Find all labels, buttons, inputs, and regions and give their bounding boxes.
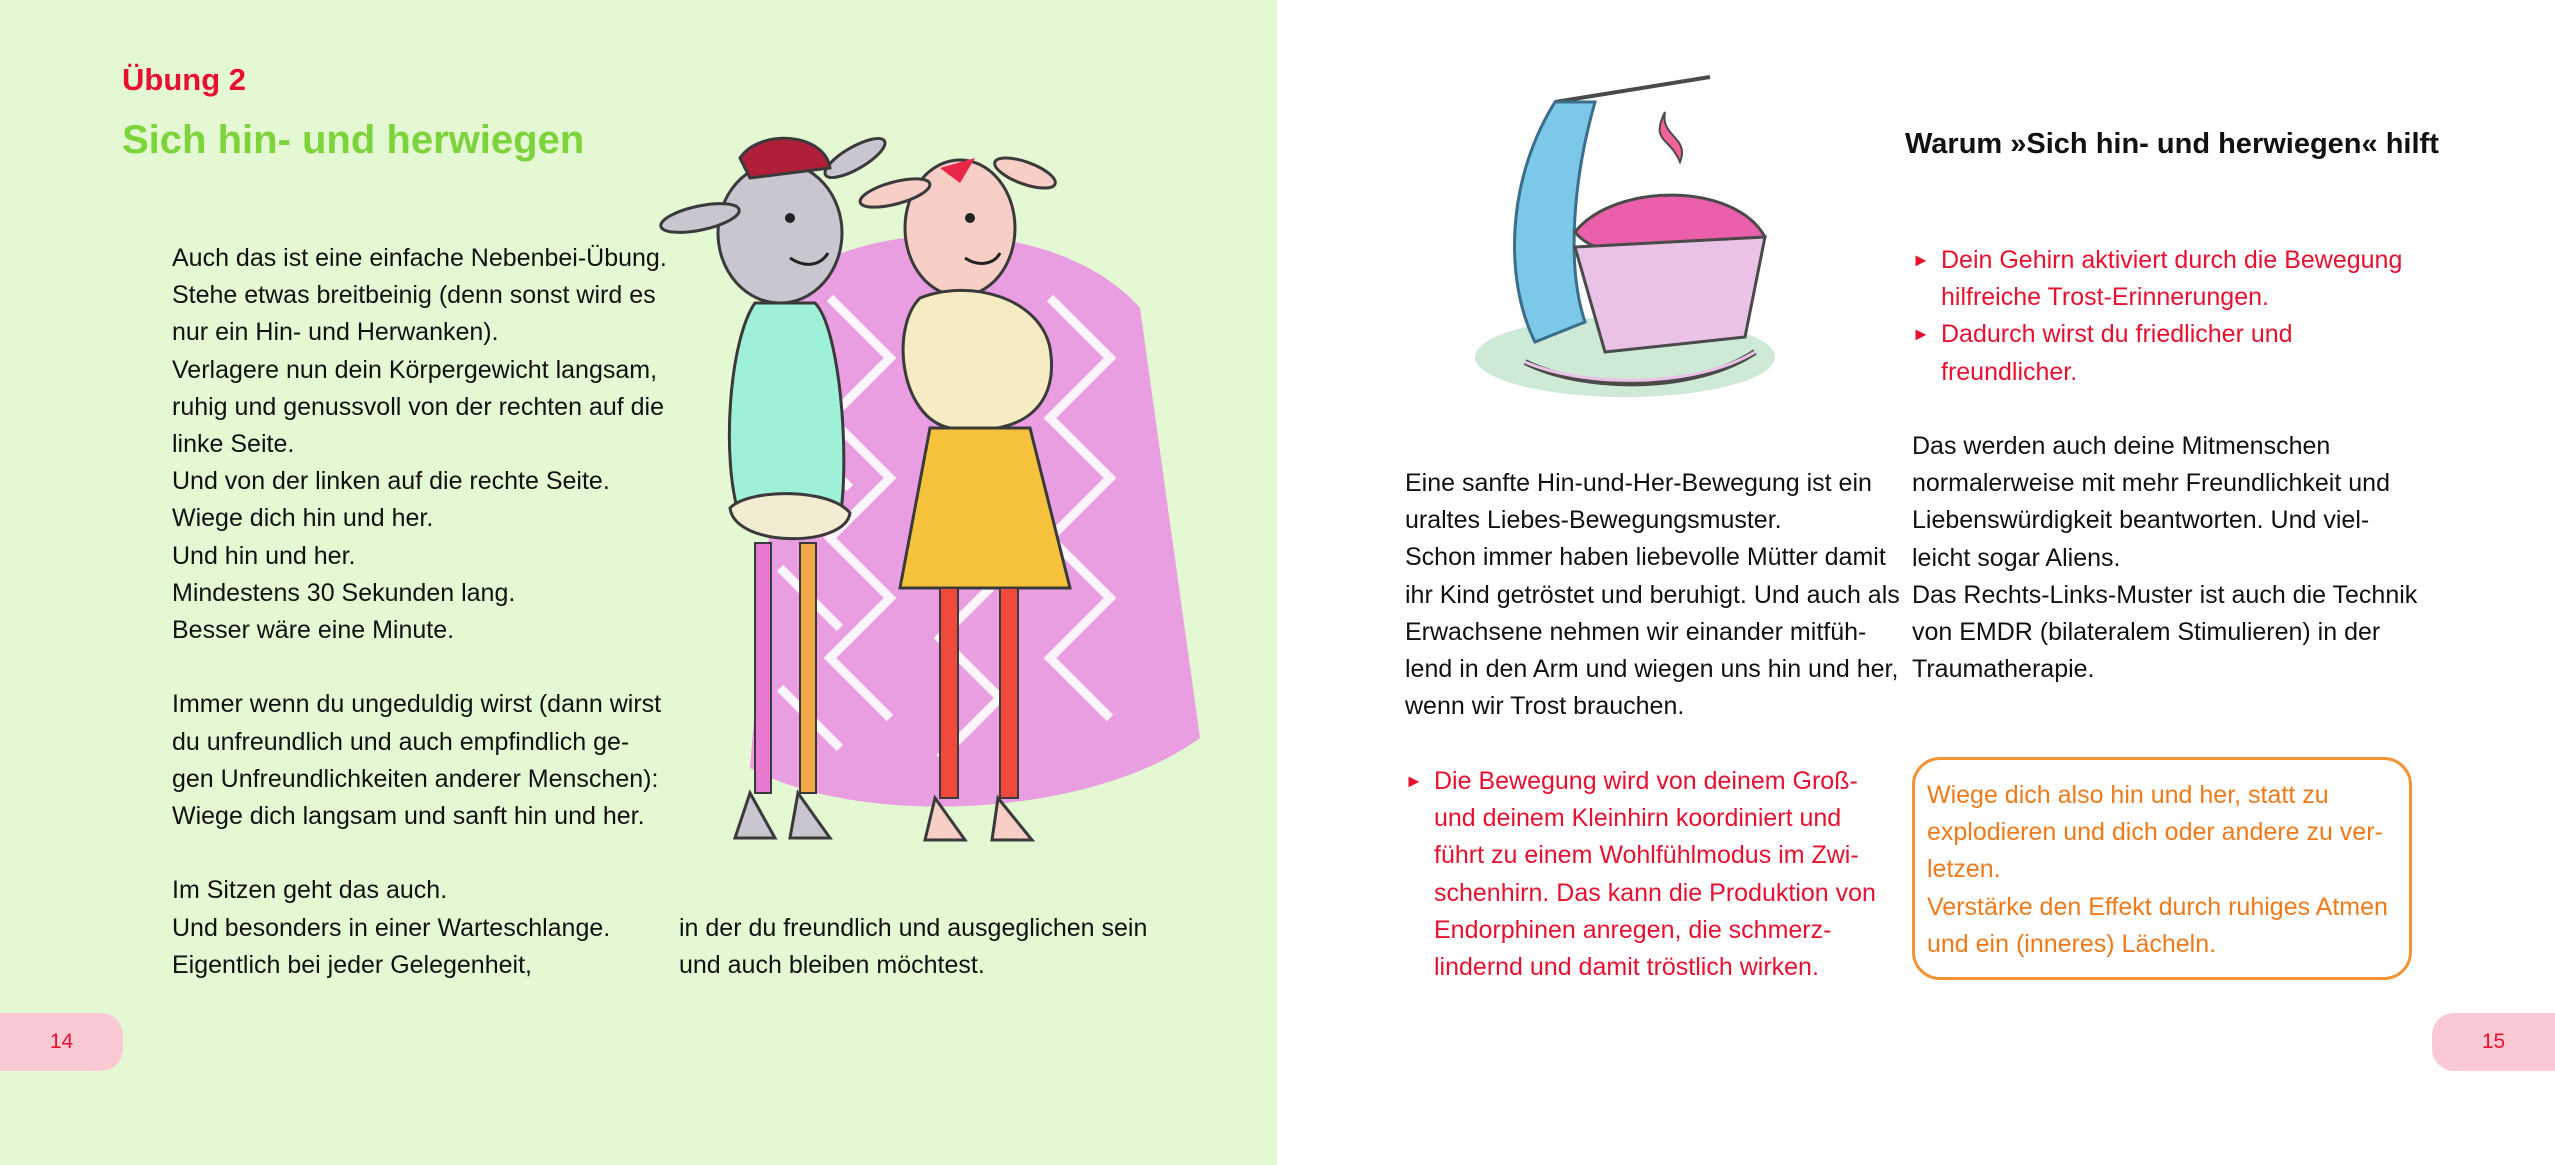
- text-line: ruhig und genussvoll von der rechten auf die: [172, 392, 664, 421]
- text-line: [172, 649, 667, 686]
- text-line: ihr Kind getröstet und beruhigt. Und auch als: [1405, 580, 1900, 609]
- right-heading: Warum »Sich hin- und herwiegen« hilft: [1905, 128, 2439, 160]
- bullet-line: Endorphinen anregen, die schmerz-: [1434, 915, 1832, 944]
- bullet-line: führt zu einem Wohlfühlmodus im Zwi-: [1434, 841, 1859, 870]
- bullet-item: [1405, 763, 1876, 986]
- text-line: von EMDR (bilateralem Stimulieren) in der: [1912, 618, 2381, 647]
- text-line: Im Sitzen geht das auch.: [172, 876, 448, 905]
- exercise-label: Übung 2: [122, 62, 246, 97]
- callout-line: und ein (inneres) Lächeln.: [1927, 929, 2217, 958]
- bullet-bottom: [1405, 763, 1876, 986]
- callout-line: Verstärke den Effekt durch ruhiges Atmen: [1927, 892, 2388, 921]
- left-text-column-continued: [679, 910, 1147, 984]
- sheep-couple-illustration: [640, 128, 1200, 868]
- text-line: Stehe etwas breitbeinig (denn sonst wird es: [172, 281, 656, 310]
- bullet-line: Dein Gehirn aktiviert durch die Bewegung: [1941, 246, 2403, 274]
- text-line: Liebenswürdigkeit beantworten. Und viel-: [1912, 506, 2370, 535]
- text-line: Auch das ist eine einfache Nebenbei-Übung.: [172, 244, 667, 272]
- page-title: Sich hin- und herwiegen: [122, 118, 585, 162]
- bullet-arrow-icon: ►: [1405, 771, 1423, 791]
- text-line: du unfreundlich und auch empfindlich ge-: [172, 727, 630, 756]
- bullets-top: [1912, 242, 2402, 391]
- text-line: lend in den Arm und wiegen uns hin und her,: [1405, 655, 1899, 684]
- bullet-line: Die Bewegung wird von deinem Groß-: [1434, 767, 1858, 795]
- text-line: Immer wenn du ungeduldig wirst (dann wirst: [172, 690, 662, 719]
- text-line: Wiege dich langsam und sanft hin und her.: [172, 802, 645, 831]
- callout-line: letzen.: [1927, 855, 2001, 884]
- bullet-line: lindernd und damit tröstlich wirken.: [1434, 953, 1819, 982]
- bullet-line: Dadurch wirst du friedlicher und: [1941, 320, 2293, 349]
- callout-line: explodieren und dich oder andere zu ver-: [1927, 818, 2383, 847]
- left-page: [0, 0, 1277, 1165]
- text-line: nur ein Hin- und Herwanken).: [172, 318, 499, 347]
- rocking-cradle-illustration: [1465, 62, 1785, 442]
- callout-line: Wiege dich also hin und her, statt zu: [1927, 781, 2329, 809]
- right-page: [1277, 0, 2555, 1165]
- text-line: leicht sogar Aliens.: [1912, 543, 2121, 572]
- text-line: Eine sanfte Hin-und-Her-Bewegung ist ein: [1405, 469, 1872, 497]
- bullet-arrow-icon: ►: [1912, 250, 1930, 270]
- bullet-line: und deinem Kleinhirn koordiniert und: [1434, 804, 1842, 833]
- text-line: Und besonders in einer Warteschlange.: [172, 913, 611, 942]
- text-line: Mindestens 30 Sekunden lang.: [172, 578, 516, 607]
- bullet-line: hilfreiche Trost-Erinnerungen.: [1941, 283, 2269, 312]
- text-line: und auch bleiben möchtest.: [679, 951, 985, 980]
- right-text-column-b: [1912, 428, 2417, 688]
- text-line: Schon immer haben liebevolle Mütter damit: [1405, 543, 1886, 572]
- bullet-item: [1912, 242, 2402, 316]
- text-line: Das Rechts-Links-Muster ist auch die Technik: [1912, 580, 2418, 609]
- text-line: Und hin und her.: [172, 541, 356, 570]
- text-line: gen Unfreundlichkeiten anderer Menschen):: [172, 764, 659, 793]
- text-line: normalerweise mit mehr Freundlichkeit und: [1912, 469, 2390, 498]
- text-line: [172, 835, 667, 872]
- text-line: linke Seite.: [172, 430, 295, 459]
- text-line: Verlagere nun dein Körpergewicht langsam,: [172, 355, 658, 384]
- text-line: in der du freundlich und ausgeglichen sein: [679, 914, 1148, 942]
- callout-box: [1912, 757, 2412, 980]
- text-line: Und von der linken auf die rechte Seite.: [172, 467, 610, 496]
- text-line: Eigentlich bei jeder Gelegenheit,: [172, 950, 532, 979]
- left-text-column: [172, 240, 667, 984]
- text-line: Wiege dich hin und her.: [172, 504, 434, 533]
- page-number-right: 15: [2432, 1013, 2555, 1071]
- bullet-line: schenhirn. Das kann die Produktion von: [1434, 878, 1876, 907]
- text-line: uraltes Liebes-Bewegungsmuster.: [1405, 506, 1782, 535]
- bullet-item: [1912, 316, 2402, 390]
- right-text-column-a: [1405, 465, 1900, 725]
- text-line: Erwachsene nehmen wir einander mitfüh-: [1405, 617, 1867, 646]
- text-line: wenn wir Trost brauchen.: [1405, 692, 1685, 721]
- bullet-arrow-icon: ►: [1912, 324, 1930, 345]
- text-line: Das werden auch deine Mitmenschen: [1912, 432, 2331, 460]
- text-line: Traumatherapie.: [1912, 655, 2095, 684]
- bullet-line: freundlicher.: [1941, 357, 2078, 386]
- text-line: Besser wäre eine Minute.: [172, 616, 455, 645]
- page-number-left: 14: [0, 1013, 123, 1071]
